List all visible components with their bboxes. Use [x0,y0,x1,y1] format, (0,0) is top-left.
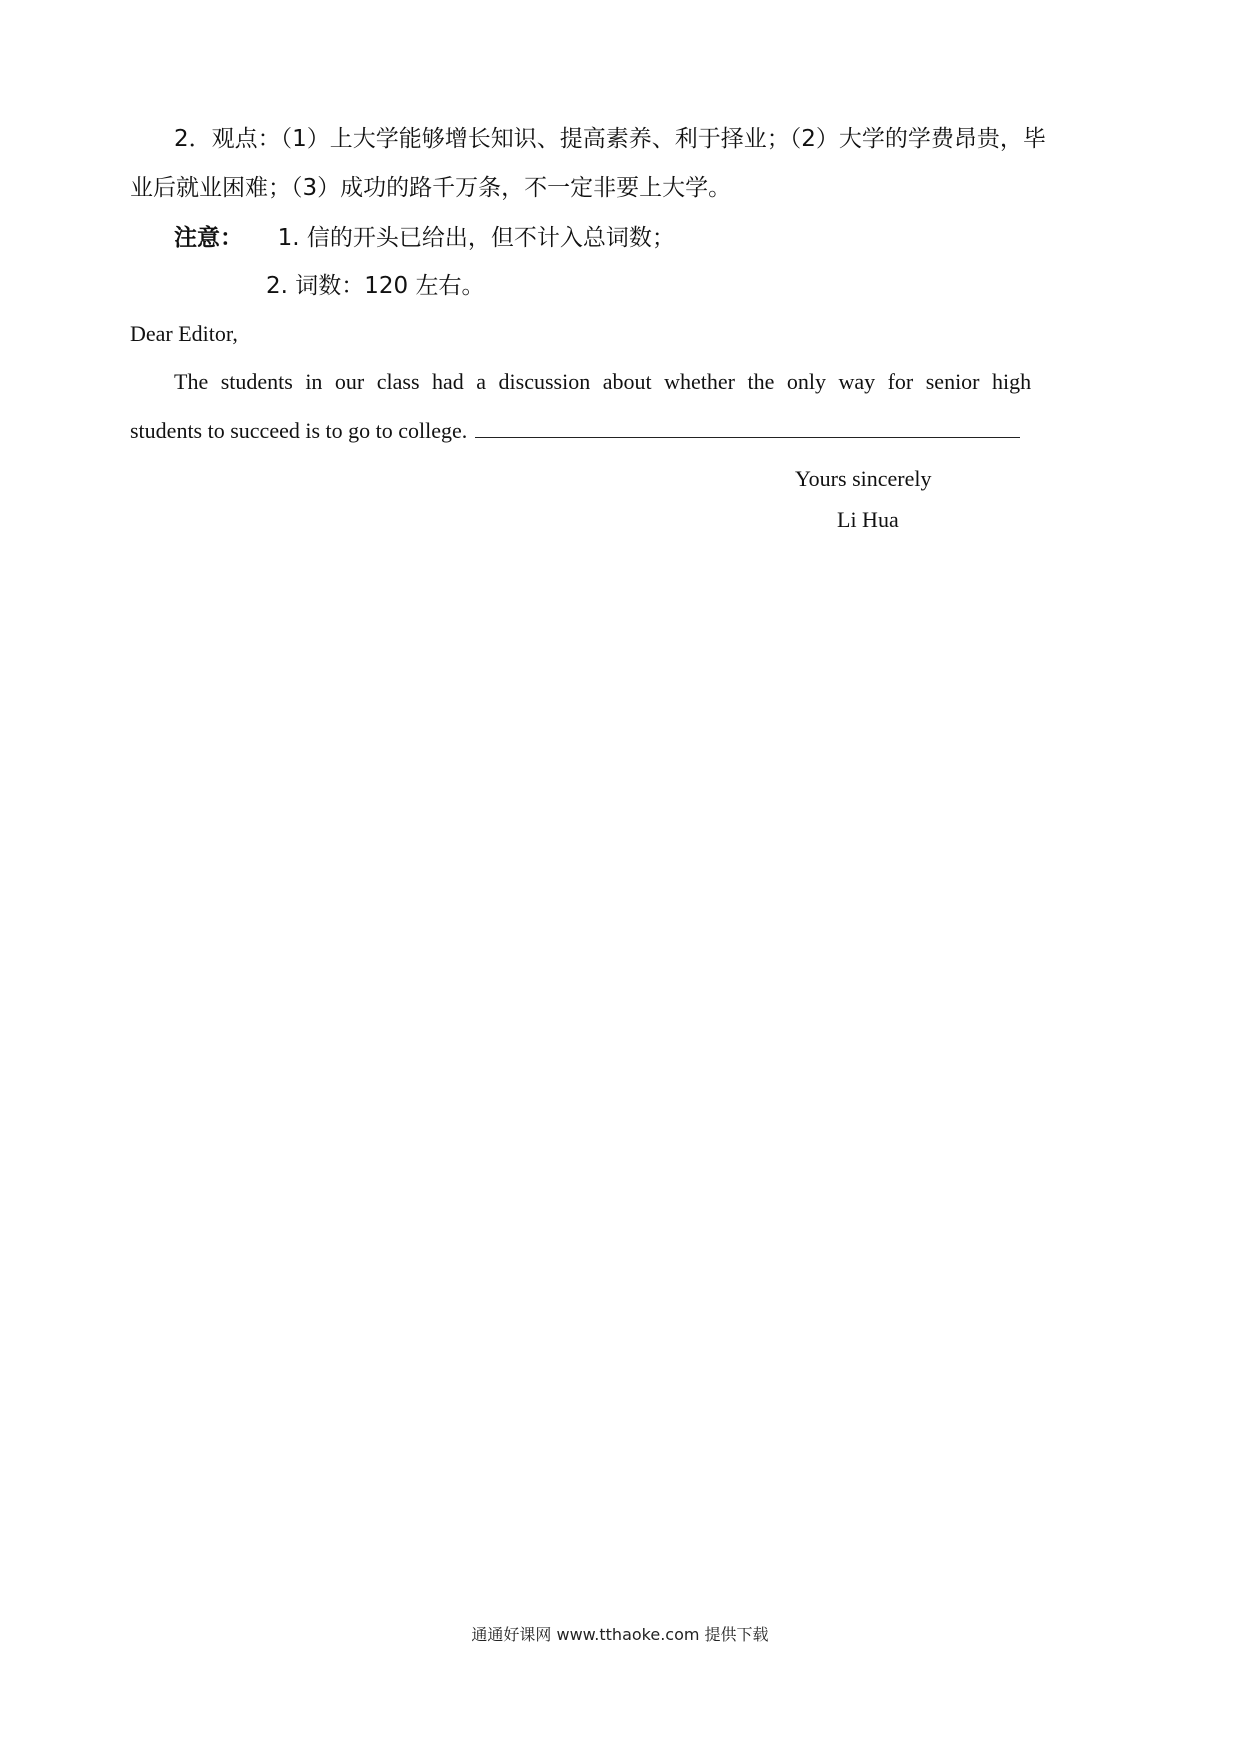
letter-body-text-1: The students in our class had a discussion about whether the only way for senior high [174,369,1032,394]
letter-body-line-1 [174,366,1110,398]
viewpoint-text-2: 业后就业困难；（3）成功的路千万条，不一定非要上大学。 [130,175,732,201]
notes-label: 注意 [174,225,220,251]
answer-blank[interactable] [475,417,1020,438]
viewpoint-line-1 [174,123,1110,155]
viewpoint-line-2 [130,172,731,204]
letter-body-line-2 [130,415,1020,447]
notes-line-2 [266,270,484,302]
viewpoint-text-1: 2．观点：（1）上大学能够增长知识、提高素养、利于择业；（2）大学的学费昂贵，毕 [174,126,1046,152]
letter-salutation: Dear Editor, [130,321,238,346]
letter-body-text-2: students to succeed is to go to college. [130,418,468,443]
notes-line-1 [174,222,675,254]
letter-closing: Yours sincerely [795,466,932,491]
notes-item-1: 1. 信的开头已给出，但不计入总词数； [277,225,675,251]
page-footer: 通通好课网 www.tthaoke.com 提供下载 [471,1625,769,1644]
letter-signature: Li Hua [837,507,899,532]
notes-colon: ： [220,225,243,251]
notes-item-2: 2. 词数：120 左右。 [266,273,485,299]
